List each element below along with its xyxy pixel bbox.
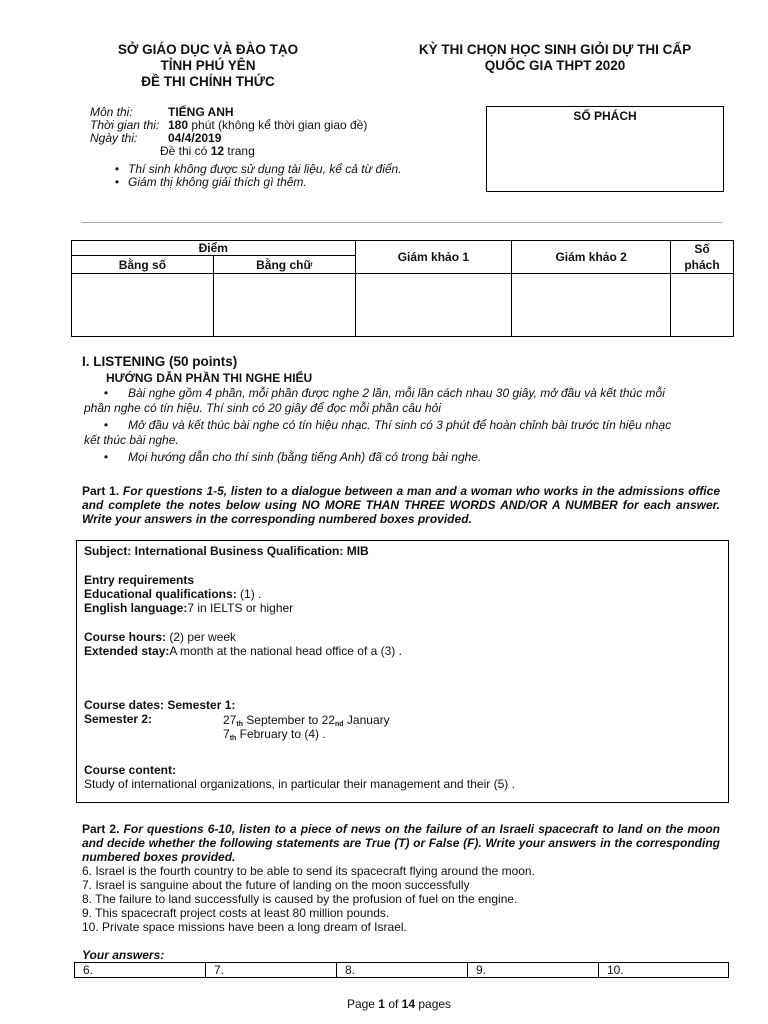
ordinal-suffix: th bbox=[236, 721, 243, 728]
page-suffix: pages bbox=[415, 997, 452, 1011]
bullet-icon: • bbox=[103, 386, 109, 400]
blank-4[interactable]: February to (4) . bbox=[236, 727, 326, 741]
so-phach-cell[interactable] bbox=[671, 274, 734, 337]
subject-value: TIẾNG ANH bbox=[168, 105, 234, 119]
blank-1[interactable]: (1) . bbox=[236, 587, 262, 601]
answer-cell-7[interactable]: 7. bbox=[206, 963, 337, 978]
listening-guide-title: HƯỚNG DẪN PHẦN THI NGHE HIỂU bbox=[106, 371, 313, 385]
english-row bbox=[84, 601, 714, 615]
so-phach-label: SỐ PHÁCH bbox=[573, 109, 637, 123]
score-number-header: Bằng số bbox=[72, 256, 214, 274]
score-number-cell[interactable] bbox=[72, 274, 214, 337]
score-words-header: Bằng chữ bbox=[213, 256, 355, 274]
exam-notes bbox=[106, 163, 486, 189]
statement-9: 9. This spacecraft project costs at least 80 million pounds. bbox=[82, 906, 390, 920]
part2-text: For questions 6-10, listen to a piece of news on the failure of an Israeli spacecraft to land on the moon and decide whether the following statements are True (T) or False (F). Write your answers in the corresponding numbered boxes provided. bbox=[82, 822, 720, 864]
so-phach-word2: phách bbox=[684, 258, 720, 272]
semester-1-dates bbox=[223, 713, 390, 732]
divider-line bbox=[82, 222, 722, 223]
blank-3[interactable]: A month at the national head office of a (3) . bbox=[169, 644, 402, 658]
guide-text-1: Bài nghe gồm 4 phần, mỗi phần được nghe 2 lần, mỗi lần cách nhau 30 giây, mở đầu và kết thúc mỗi bbox=[128, 386, 665, 400]
guide-item-1 bbox=[84, 386, 724, 401]
examiner-2-cell[interactable] bbox=[512, 274, 671, 337]
score-table bbox=[71, 240, 734, 337]
page-number: 1 bbox=[378, 997, 385, 1011]
department-name: SỞ GIÁO DỤC VÀ ĐÀO TẠO bbox=[117, 42, 299, 57]
part1-label: Part 1. bbox=[82, 484, 120, 498]
date-value: 04/4/2019 bbox=[168, 131, 222, 145]
date-day: 27 bbox=[223, 713, 237, 727]
content-title: Course content: bbox=[84, 763, 177, 777]
answers-label: Your answers: bbox=[82, 948, 165, 962]
note-text: Thí sinh không được sử dụng tài liệu, kể cả từ điển. bbox=[128, 162, 402, 176]
answer-cell-10[interactable]: 10. bbox=[599, 963, 729, 978]
time-value: 180 bbox=[168, 118, 189, 132]
dates-label: Course dates: Semester 1: bbox=[84, 698, 236, 712]
examiner-1-cell[interactable] bbox=[355, 274, 512, 337]
examiner-2-header: Giám khảo 2 bbox=[512, 241, 671, 274]
blank-2[interactable]: (2) per week bbox=[166, 630, 237, 644]
listening-title: I. LISTENING (50 points) bbox=[82, 354, 238, 369]
bullet-icon: • bbox=[114, 175, 120, 189]
statement-10: 10. Private space missions have been a long dream of Israel. bbox=[82, 920, 407, 934]
listening-guide bbox=[84, 386, 724, 465]
department-header bbox=[90, 42, 326, 90]
pages-value: 12 bbox=[210, 144, 225, 158]
note-item bbox=[106, 176, 486, 189]
page-of: of bbox=[384, 997, 402, 1011]
guide-text-3: Mọi hướng dẫn cho thí sinh (bằng tiếng Anh) đã có trong bài nghe. bbox=[128, 450, 482, 464]
date-month: January bbox=[343, 713, 390, 727]
ordinal-suffix: nd bbox=[335, 721, 344, 728]
note-text: Giám thị không giải thích gì thêm. bbox=[128, 175, 307, 189]
english-label: English language: bbox=[84, 601, 188, 615]
bullet-icon: • bbox=[114, 162, 120, 176]
hours-label: Course hours: bbox=[84, 630, 167, 644]
guide-item-1-cont: phần nghe có tín hiệu. Thí sinh có 20 giây để đọc mỗi phần câu hỏi bbox=[84, 400, 441, 415]
time-note: phút (không kể thời gian giao đề) bbox=[188, 118, 368, 132]
exam-title-header bbox=[384, 42, 726, 74]
part2-label: Part 2. bbox=[82, 822, 120, 836]
guide-item-2-cont: kết thúc bài nghe. bbox=[84, 432, 179, 447]
date-row bbox=[90, 132, 470, 145]
semester-2-label: Semester 2: bbox=[84, 712, 153, 726]
pages-row bbox=[90, 145, 470, 158]
stay-label: Extended stay: bbox=[84, 644, 170, 658]
page-prefix: Page bbox=[346, 997, 379, 1011]
answer-cell-6[interactable]: 6. bbox=[75, 963, 206, 978]
page-footer bbox=[0, 997, 768, 1011]
time-label: Thời gian thi: bbox=[90, 118, 160, 132]
statement-6: 6. Israel is the fourth country to be able to send its spacecraft flying around the moon. bbox=[82, 864, 535, 878]
ordinal-suffix: th bbox=[229, 735, 237, 742]
date-label: Ngày thi: bbox=[90, 131, 138, 145]
subject-label: Môn thi: bbox=[90, 105, 133, 119]
so-phach-header bbox=[671, 241, 734, 274]
semester-2-dates bbox=[84, 727, 714, 746]
part1-text: For questions 1-5, listen to a dialogue between a man and a woman who works in the admissions office and complete the notes below using NO MORE THAN THREE WORDS AND/OR A NUMBER for each answer. Write your answers in the corresponding numbered boxes provided. bbox=[82, 484, 720, 526]
edu-label: Educational qualifications: bbox=[84, 587, 237, 601]
blank-5[interactable]: Study of international organizations, in particular their management and their (5) . bbox=[84, 777, 515, 791]
part1-notes-box bbox=[76, 540, 729, 803]
stay-row bbox=[84, 644, 714, 658]
pages-suffix: trang bbox=[224, 144, 255, 158]
time-row bbox=[90, 119, 470, 132]
semester-row bbox=[84, 712, 714, 726]
guide-item-3 bbox=[84, 450, 724, 465]
so-phach-box bbox=[486, 106, 724, 192]
guide-item-2 bbox=[84, 418, 724, 433]
english-value: 7 in IELTS or higher bbox=[187, 601, 294, 615]
guide-text-2: Mở đầu và kết thúc bài nghe có tín hiệu nhạc. Thí sinh có 3 phút để hoàn chỉnh bài trước tín hiệu nhạc bbox=[128, 418, 672, 432]
exam-title-line1: KỲ THI CHỌN HỌC SINH GIỎI DỰ THI CẤP bbox=[418, 42, 692, 57]
bullet-icon: • bbox=[103, 418, 109, 432]
score-words-cell[interactable] bbox=[213, 274, 355, 337]
exam-title-line2: QUỐC GIA THPT 2020 bbox=[484, 58, 626, 73]
part2-answer-table bbox=[74, 962, 729, 978]
edu-row bbox=[84, 587, 714, 601]
entry-title: Entry requirements bbox=[84, 573, 195, 587]
date-month: September to 22 bbox=[242, 713, 336, 727]
part1-instruction bbox=[82, 484, 720, 526]
part2-instruction bbox=[82, 822, 720, 864]
bullet-icon: • bbox=[103, 450, 109, 464]
so-phach-word1: Số bbox=[694, 242, 710, 256]
notes-subject: Subject: International Business Qualification: MIB bbox=[84, 544, 369, 558]
page-total: 14 bbox=[401, 997, 416, 1011]
official-exam-label: ĐỀ THI CHÍNH THỨC bbox=[141, 74, 275, 89]
statement-8: 8. The failure to land successfully is caused by the profusion of fuel on the engine. bbox=[82, 892, 518, 906]
part2-statements bbox=[82, 864, 722, 934]
province-name: TỈNH PHÚ YÊN bbox=[160, 58, 256, 73]
statement-7: 7. Israel is sanguine about the future of landing on the moon successfully bbox=[82, 878, 470, 892]
date-day: 7 bbox=[223, 727, 230, 741]
pages-prefix: Đề thi có bbox=[160, 144, 211, 158]
diem-header: Điểm bbox=[72, 241, 356, 256]
exam-info bbox=[90, 106, 470, 158]
hours-row bbox=[84, 630, 714, 644]
answer-cell-9[interactable]: 9. bbox=[468, 963, 599, 978]
answer-cell-8[interactable]: 8. bbox=[337, 963, 468, 978]
examiner-1-header: Giám khảo 1 bbox=[355, 241, 512, 274]
